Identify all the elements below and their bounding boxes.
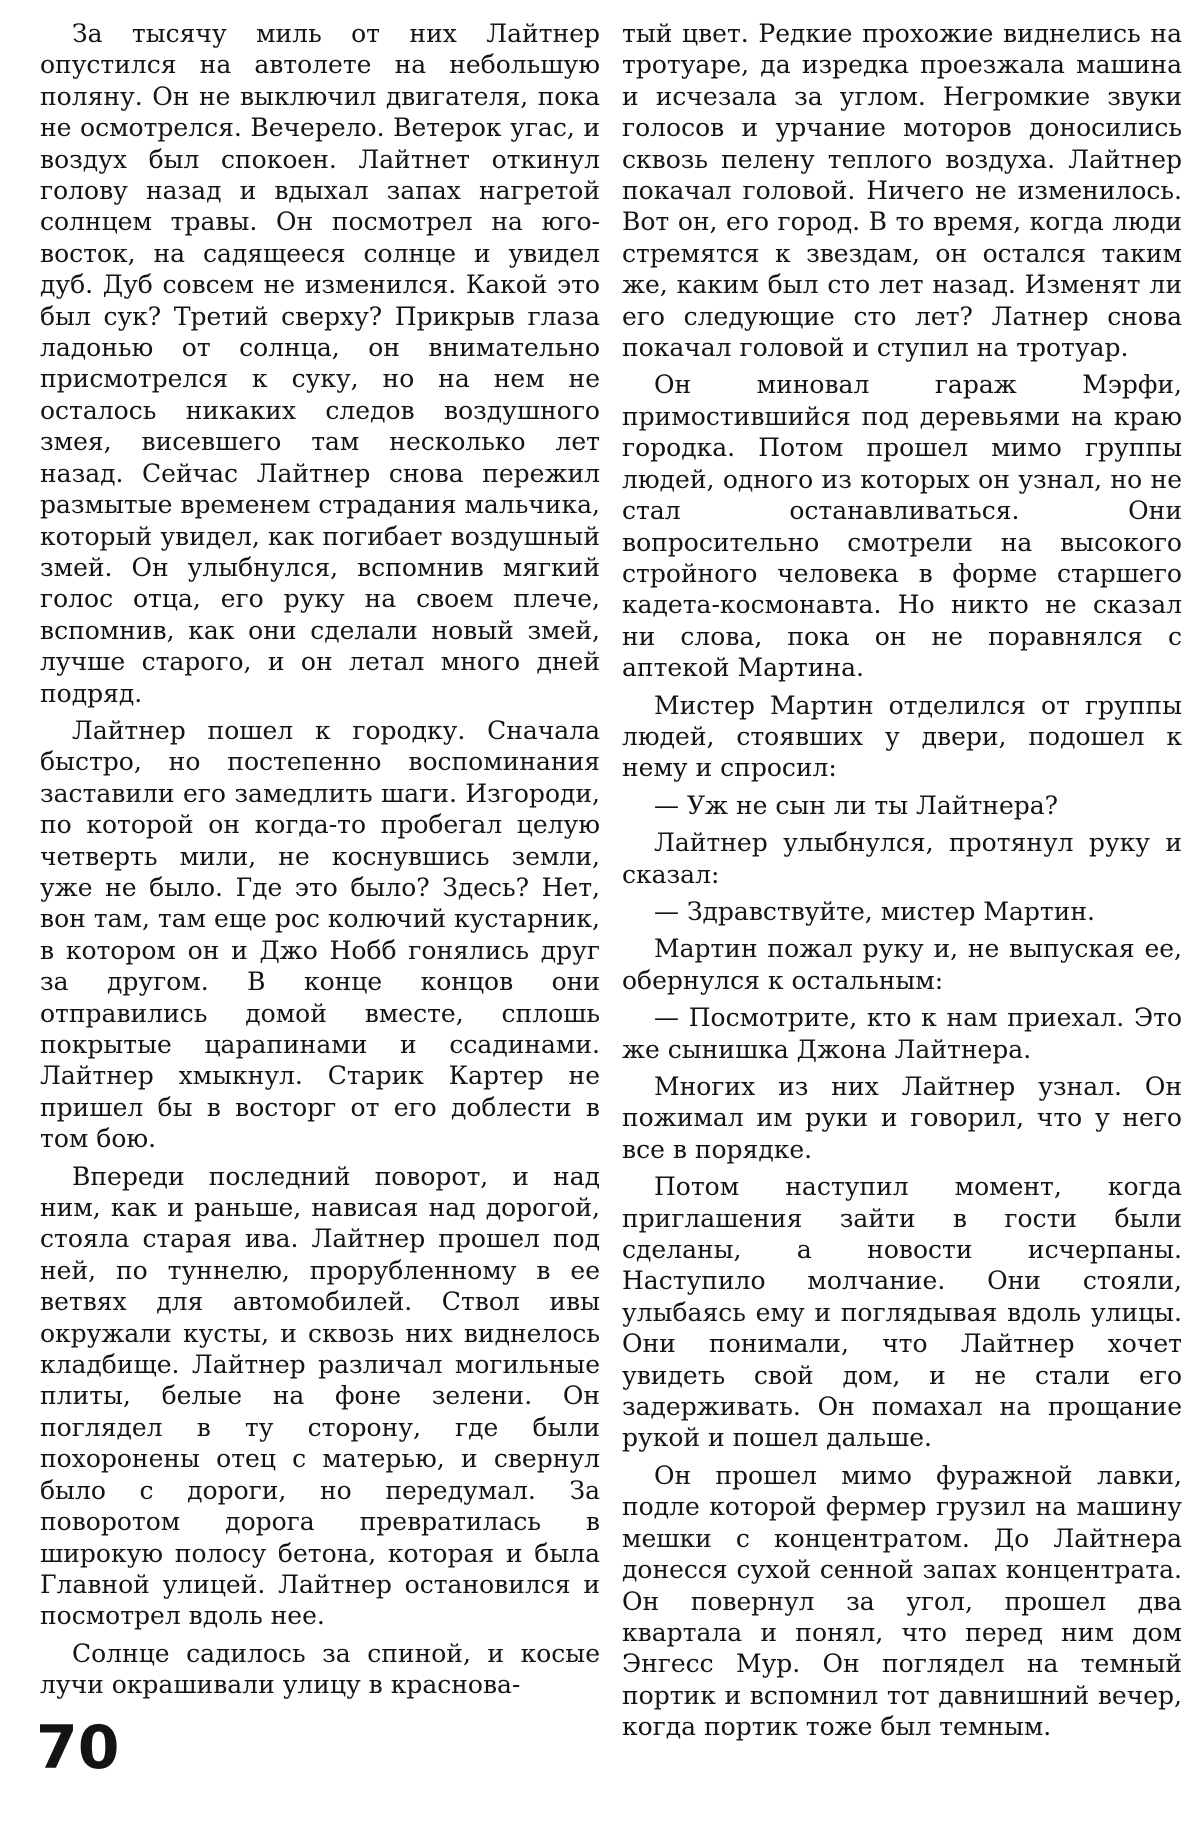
dialogue-line: — Здравствуйте, мистер Мартин. <box>654 896 1095 926</box>
paragraph: Многих из них Лайтнер узнал. Он пожимал им руки и говорил, что у него все в порядке. <box>622 1072 1182 1164</box>
paragraph: Впереди последний поворот, и над ним, как и раньше, нависая над дорогой, стояла старая ива. Лайтнер прошел под ней, по туннелю, прорубленному в ее ветвях для автомобилей. Ствол ивы окружали кусты, и сквозь них виднелось кладбище. Лайтнер различал могильные плиты, белые на фоне зелени. Он поглядел в ту сторону, где были похоронены отец с матерью, и свернул было с дороги, но передумал. За поворотом дорога превратилась в широкую полосу бетона, которая и была Главной улицей. Лайтнер остановился и посмотрел вдоль нее. <box>40 1161 600 1631</box>
paragraph: Потом наступил момент, когда приглашения зайти в гости были сделаны, а новости исчерпаны. Наступило молчание. Они стояли, улыбаясь ему и поглядывая вдоль улицы. Они понимали, что Лайтнер хочет увидеть свой дом, и не стали его задерживать. Он помахал на прощание рукой и пошел дальше. <box>622 1172 1182 1453</box>
page-number: 70 <box>36 1713 120 1783</box>
dialogue-line: — Посмотрите, кто к нам приехал. Это же сынишка Джона Лайтнера. <box>622 1003 1182 1064</box>
paragraph: Солнце садилось за спиной, и косые лучи окрашивали улицу в краснова- <box>40 1638 600 1700</box>
dialogue-line: — Уж не сын ли ты Лайтнера? <box>654 790 1059 820</box>
paragraph-continuation: тый цвет. Редкие прохожие виднелись на тротуаре, да изредка проезжала машина и исчезала за углом. Негромкие звуки голосов и урчание моторов доносились сквозь пелену теплого воздуха. Лайтнер покачал головой. Ничего не изменилось. Вот он, его город. В то время, когда люди стремятся к звездам, он остался таким же, каким был сто лет назад. Изменят ли его следующие сто лет? Латнер снова покачал головой и ступил на тротуар. <box>622 19 1182 363</box>
paragraph: Лайтнер пошел к городку. Сначала быстро, но постепенно воспоминания заставили его замедлить шаги. Изгороди, по которой он когда-то пробегал целую четверть мили, не коснувшись земли, уже не было. Где это было? Здесь? Нет, вон там, там еще рос колючий кустарник, в котором он и Джо Нобб гонялись друг за другом. В конце концов они отправились домой вместе, сплошь покрытые царапинами и ссадинами. Лайтнер хмыкнул. Старик Картер не пришел бы в восторг от его доблести в том бою. <box>40 715 600 1154</box>
paragraph: Мартин пожал руку и, не выпуская ее, обернулся к остальным: <box>622 934 1182 995</box>
right-column <box>622 18 1182 1749</box>
left-column <box>40 18 600 1707</box>
paragraph: Лайтнер улыбнулся, протянул руку и сказал: <box>622 828 1182 889</box>
paragraph: Он миновал гараж Мэрфи, примостившийся под деревьями на краю городка. Потом прошел мимо группы людей, одного из которых он узнал, но не стал останавливаться. Они вопросительно смотрели на высокого стройного человека в форме старшего кадета-космонавта. Но никто не сказал ни слова, пока он не поравнялся с аптекой Мартина. <box>622 370 1182 683</box>
paragraph: Мистер Мартин отделился от группы людей, стоявших у двери, подошел к нему и спросил: <box>622 690 1182 783</box>
paragraph: Он прошел мимо фуражной лавки, подле которой фермер грузил на машину мешки с концентратом. До Лайтнера донесся сухой сенной запах концентрата. Он повернул за угол, прошел два квартала и понял, что перед ним дом Энгесс Мур. Он поглядел на темный портик и вспомнил тот давнишний вечер, когда портик тоже был темным. <box>622 1460 1182 1742</box>
paragraph: За тысячу миль от них Лайтнер опустился на автолете на небольшую поляну. Он не выключил двигателя, пока не осмотрелся. Вечерело. Ветерок угас, и воздух был спокоен. Лайтнет откинул голову назад и вдыхал запах нагретой солнцем травы. Он посмотрел на юго-восток, на садящееся солнце и увидел дуб. Дуб совсем не изменился. Какой это был сук? Третий сверху? Прикрыв глаза ладонью от солнца, он внимательно присмотрелся к суку, но на нем не осталось никаких следов воздушного змея, висевшего там несколько лет назад. Сейчас Лайтнер снова пережил размытые временем страдания мальчика, который увидел, как погибает воздушный змей. Он улыбнулся, вспомнив мягкий голос отца, его руку на своем плече, вспомнив, как они сделали новый змей, лучше старого, и он летал много дней подряд. <box>40 19 600 708</box>
